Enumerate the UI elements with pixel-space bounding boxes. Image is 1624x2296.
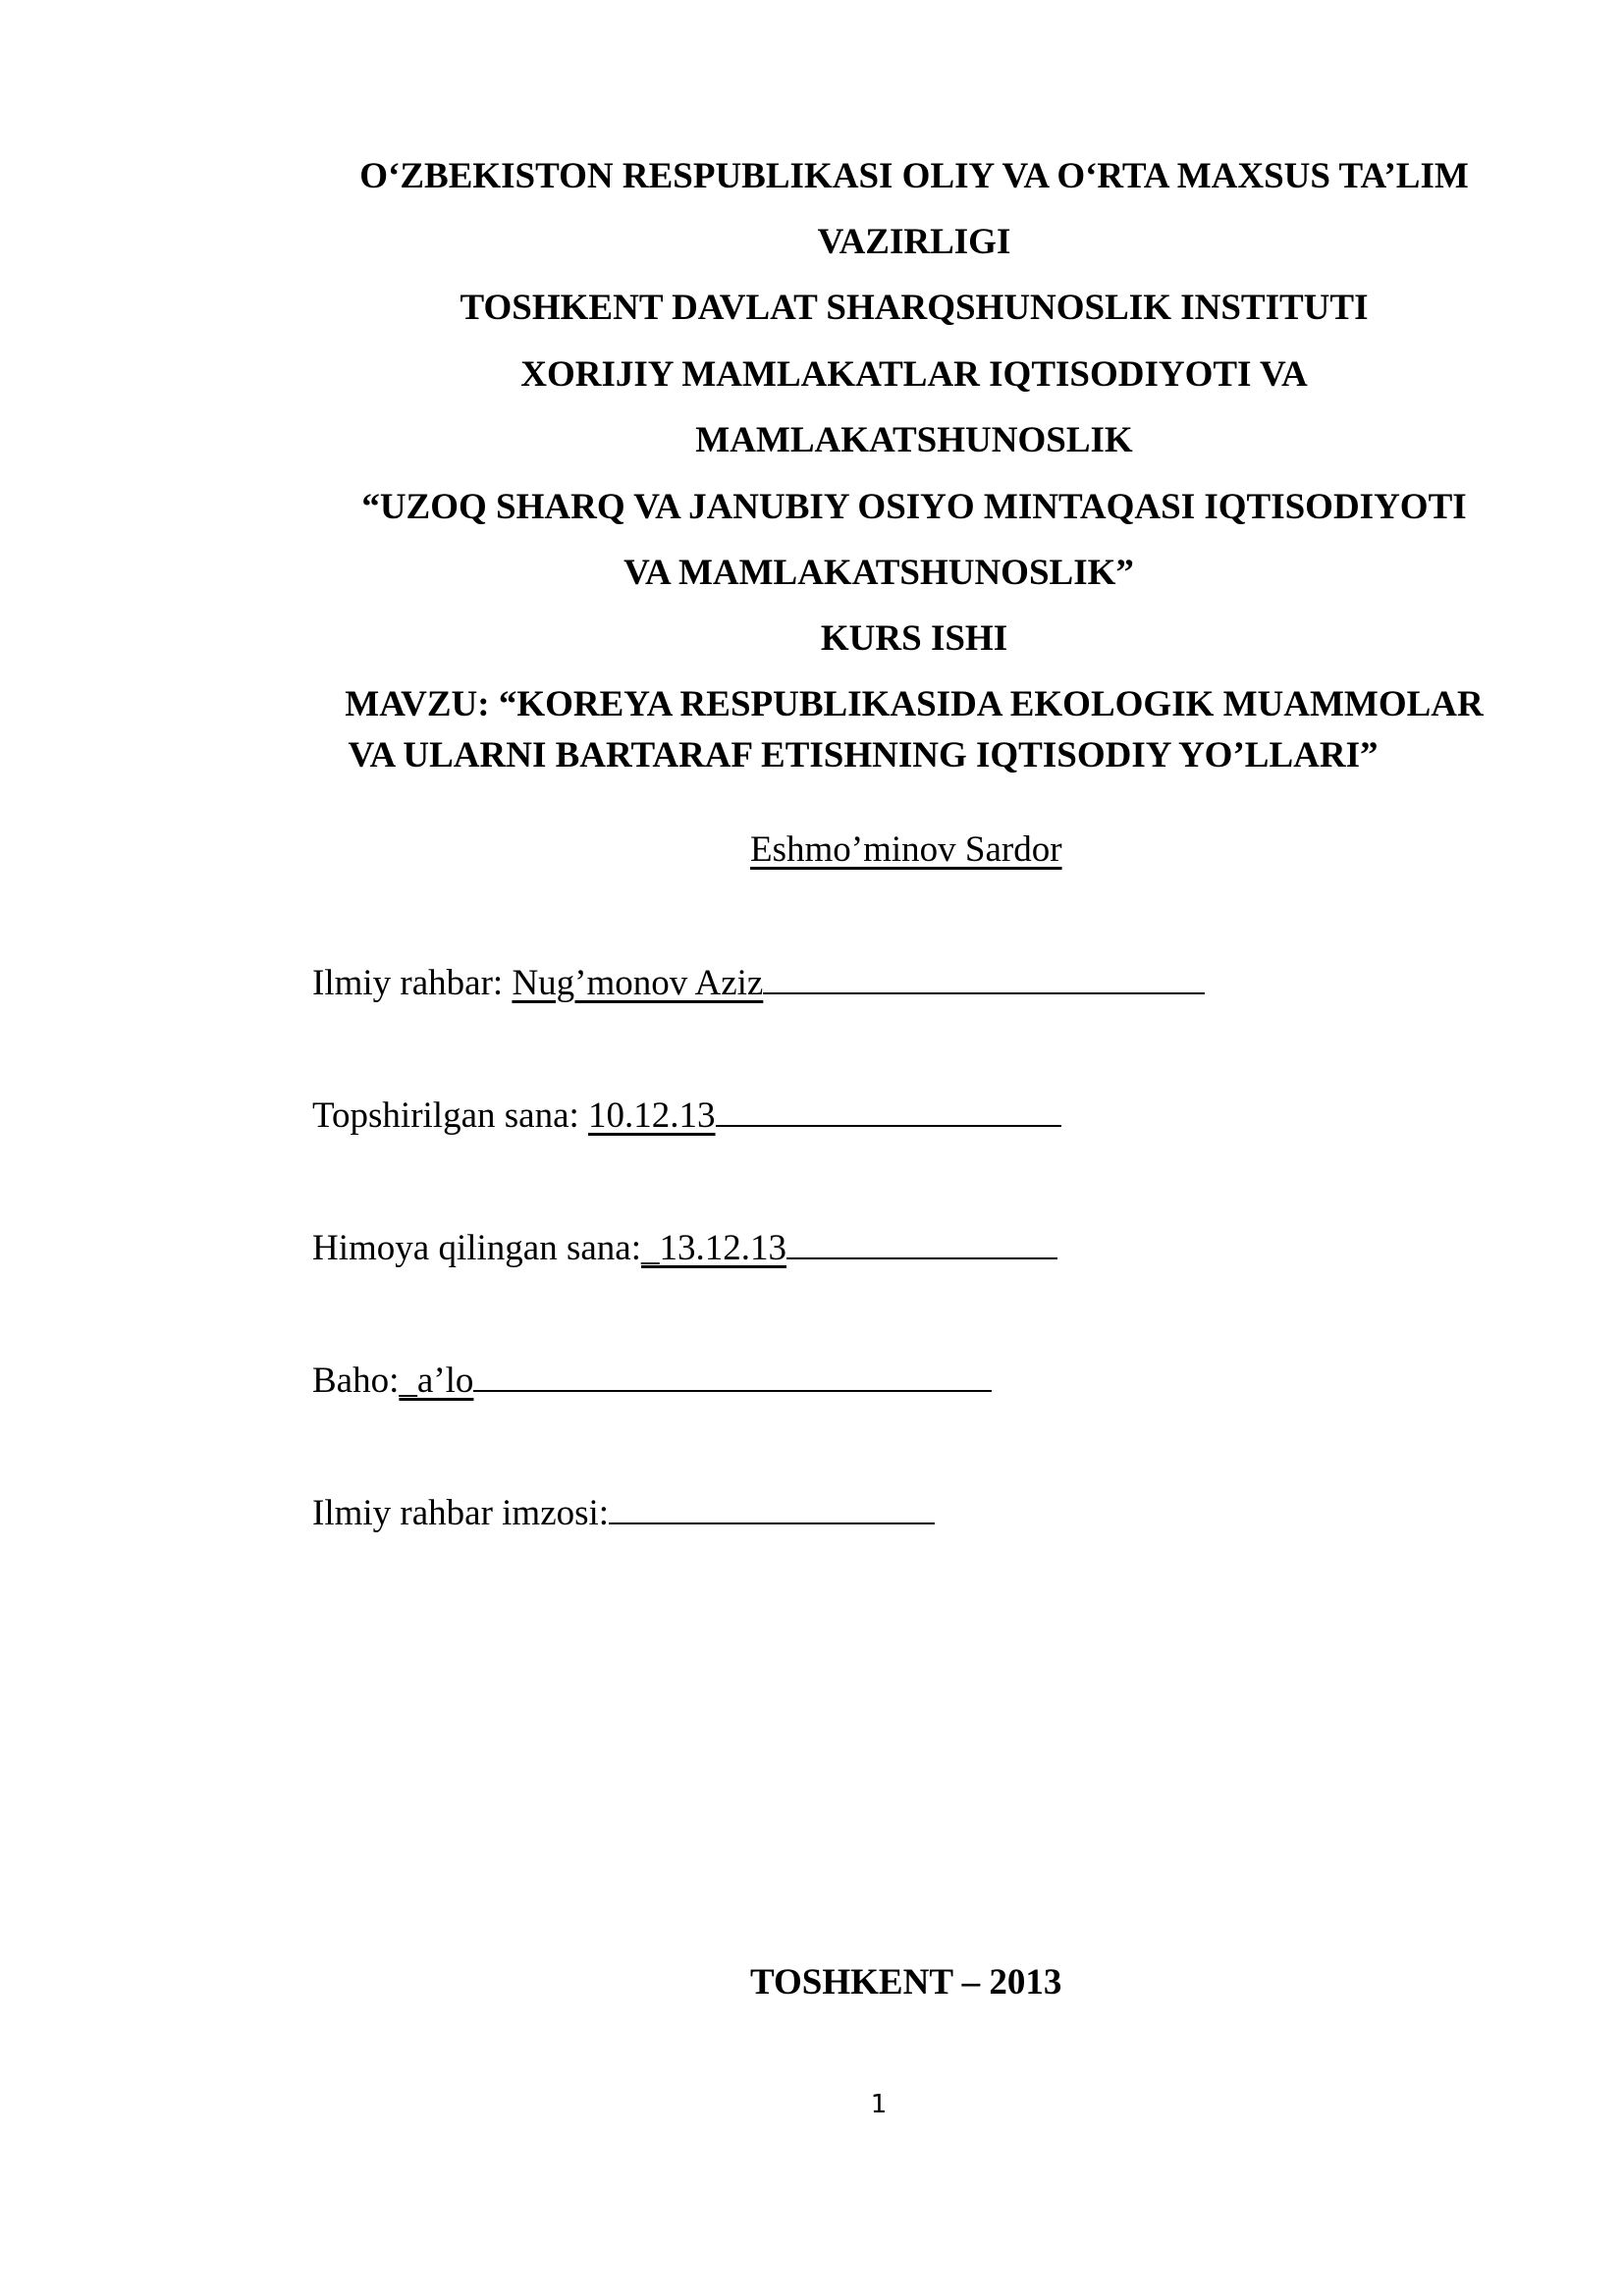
signature-field xyxy=(312,1492,935,1535)
topic-line-1: MAVZU: “KOREYA RESPUBLIKASIDA EKOLOGIK MUAMMOLAR xyxy=(345,684,1484,724)
advisor-blank-line xyxy=(763,963,1205,994)
header-line-ministry-2: VAZIRLIGI xyxy=(817,222,1011,262)
defense-date-field xyxy=(312,1227,1057,1270)
advisor-label: Ilmiy rahbar: xyxy=(312,963,513,1003)
header-line-department-2: VA MAMLAKATSHUNOSLIK” xyxy=(623,553,1134,593)
grade-value: _a’lo xyxy=(399,1361,474,1401)
topic-line-2: VA ULARNI BARTARAF ETISHNING IQTISODIY YO’LLARI” xyxy=(348,735,1379,775)
grade-blank-line xyxy=(473,1361,992,1392)
grade-field xyxy=(312,1360,992,1403)
header-line-ministry-1: O‘ZBEKISTON RESPUBLIKASI OLIY VA O‘RTA MAXSUS TA’LIM xyxy=(359,156,1469,196)
header-line-institute: TOSHKENT DAVLAT SHARQSHUNOSLIK INSTITUTI xyxy=(460,288,1369,328)
signature-blank-line xyxy=(609,1493,935,1524)
city-year: TOSHKENT – 2013 xyxy=(750,1962,1062,2002)
header-line-faculty-2: MAMLAKATSHUNOSLIK xyxy=(695,420,1133,460)
advisor-field xyxy=(312,962,1205,1005)
page-number: 1 xyxy=(870,2090,888,2119)
submitted-date-blank-line xyxy=(716,1095,1061,1127)
defense-date-blank-line xyxy=(786,1228,1057,1259)
advisor-value: Nug’monov Aziz xyxy=(512,963,764,1003)
signature-label: Ilmiy rahbar imzosi: xyxy=(312,1493,610,1533)
document-type: KURS ISHI xyxy=(820,618,1008,659)
submitted-date-label: Topshirilgan sana: xyxy=(312,1095,589,1136)
header-line-department-1: “UZOQ SHARQ VA JANUBIY OSIYO MINTAQASI IQTISODIYOTI xyxy=(361,487,1467,527)
author-name: Eshmo’minov Sardor xyxy=(750,829,1062,870)
submitted-date-field xyxy=(312,1095,1061,1138)
submitted-date-value: 10.12.13 xyxy=(588,1095,716,1136)
header-line-faculty-1: XORIJIY MAMLAKATLAR IQTISODIYOTI VA xyxy=(520,354,1308,395)
defense-date-value: _13.12.13 xyxy=(641,1228,786,1268)
defense-date-label: Himoya qilingan sana: xyxy=(312,1228,641,1268)
grade-label: Baho: xyxy=(312,1361,400,1401)
